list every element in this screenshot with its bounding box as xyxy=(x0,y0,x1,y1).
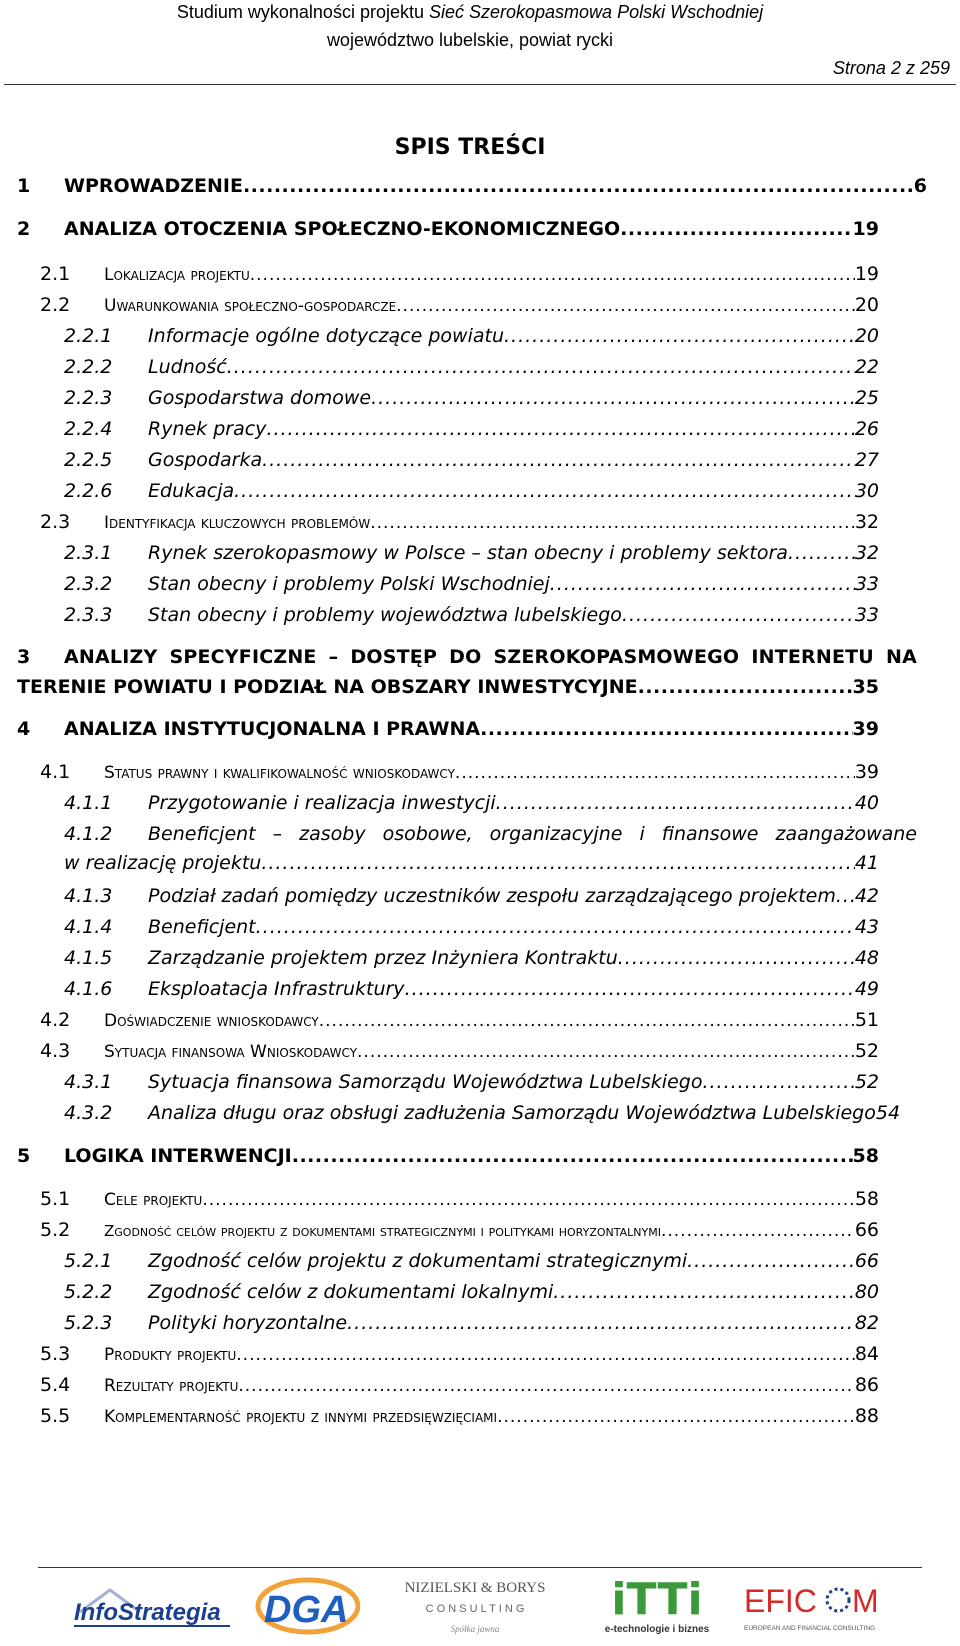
toc-entry-title: ANALIZA OTOCZENIA SPOŁECZNO-EKONOMICZNEGO xyxy=(64,218,621,240)
eficom-stars-icon xyxy=(827,1589,849,1611)
itti-logo-tagline: e-technologie i biznes xyxy=(604,1624,710,1635)
toc-page-number: 80 xyxy=(854,1281,879,1303)
toc-entry[interactable] xyxy=(17,792,927,814)
toc-entry-title: Polityki horyzontalne xyxy=(148,1312,348,1334)
toc-entry-title: Zgodność celów projektu z dokumentami strategicznymi i politykami horyzontalnymi xyxy=(104,1222,661,1240)
footer-divider xyxy=(38,1567,922,1568)
dot-leader xyxy=(357,1042,855,1062)
toc-entry-title: Lokalizacja projektu xyxy=(104,265,250,285)
toc-entry-title: Beneficjent xyxy=(148,916,256,938)
toc-number: 4.1.2 xyxy=(64,823,113,845)
toc-number: 2.2.3 xyxy=(64,387,113,409)
toc-page-number: 32 xyxy=(854,542,879,564)
toc-entry[interactable] xyxy=(17,480,927,502)
toc-number: 4.1.6 xyxy=(64,978,113,1000)
toc-entry[interactable] xyxy=(17,1281,927,1303)
toc-number: 5.1 xyxy=(40,1188,71,1210)
toc-entry-title: WPROWADZENIE xyxy=(64,175,243,197)
dga-logo xyxy=(250,1572,360,1640)
dot-leader xyxy=(227,356,855,378)
toc-entry[interactable] xyxy=(17,604,927,626)
dot-leader xyxy=(622,604,855,626)
toc-page-number: 39 xyxy=(852,718,879,740)
toc-entry-title: Komplementarność projektu z innymi przedsięwzięciami xyxy=(104,1407,498,1427)
header-study-title xyxy=(0,2,940,23)
toc-number: 4.3.2 xyxy=(64,1102,113,1124)
toc-page-number: 35 xyxy=(852,676,879,698)
toc-number: 5.2.3 xyxy=(64,1312,113,1334)
toc-number: 5.2 xyxy=(40,1219,71,1241)
toc-entry[interactable] xyxy=(17,761,927,783)
toc-page-number: 19 xyxy=(854,263,879,285)
nizielski-borys-logo xyxy=(395,1572,555,1640)
toc-number: 2.3.3 xyxy=(64,604,113,626)
toc-entry-title: Status prawny i kwalifikowalność wnioskodawcy xyxy=(104,763,455,783)
toc-entry-title: Zgodność celów projektu z dokumentami strategicznymi xyxy=(148,1250,688,1272)
toc-entry[interactable] xyxy=(17,263,927,285)
nizielski-borys-name: NIZIELSKI & BORYS xyxy=(404,1580,546,1596)
toc-number: 1 xyxy=(17,175,31,197)
dot-leader xyxy=(553,1281,855,1303)
toc-entry[interactable] xyxy=(17,218,927,240)
dot-leader xyxy=(620,218,852,240)
toc-entry[interactable] xyxy=(17,356,927,378)
toc-entry-title: Zarządzanie projektem przez Inżyniera Kontraktu xyxy=(148,947,618,969)
toc-number: 2.2.2 xyxy=(64,356,113,378)
toc-page-number: 39 xyxy=(854,761,879,783)
toc-page-number: 82 xyxy=(854,1312,879,1334)
toc-entry-title: Stan obecny i problemy województwa lubelskiego xyxy=(148,604,622,626)
infostrategia-logo xyxy=(70,1572,240,1640)
dot-leader xyxy=(638,676,853,698)
dot-leader xyxy=(618,947,855,969)
dot-leader xyxy=(234,480,855,502)
toc-page-number: 88 xyxy=(854,1405,879,1427)
toc-entry-title: Doświadczenie wnioskodawcy xyxy=(104,1011,319,1031)
dot-leader xyxy=(496,792,855,814)
toc-page-number: 51 xyxy=(854,1009,879,1031)
toc-entry-line xyxy=(17,676,879,698)
toc-entry[interactable] xyxy=(17,418,927,440)
toc-entry-title: ANALIZA INSTYTUCJONALNA I PRAWNA xyxy=(64,718,481,740)
toc-entry-title: Przygotowanie i realizacja inwestycji xyxy=(148,792,496,814)
toc-entry-title: Podział zadań pomiędzy uczestników zespołu zarządzającego projektem xyxy=(148,885,836,907)
header-project-name: Sieć Szerokopasmowa Polski Wschodniej xyxy=(428,2,764,22)
dot-leader xyxy=(319,1011,855,1031)
toc-entry-title: Rynek pracy xyxy=(148,418,267,440)
toc-page-number: 66 xyxy=(854,1250,879,1272)
toc-number: 5.5 xyxy=(40,1405,71,1427)
toc-page-number: 26 xyxy=(854,418,879,440)
nizielski-borys-spolka: Spółka jawna xyxy=(450,1624,500,1634)
dot-leader xyxy=(370,513,855,533)
toc-entry[interactable] xyxy=(17,1405,927,1427)
dot-leader xyxy=(504,325,855,347)
toc-entry-title: Informacje ogólne dotyczące powiatu xyxy=(148,325,504,347)
toc-entry[interactable] xyxy=(17,1374,927,1396)
toc-page-number: 25 xyxy=(854,387,879,409)
toc-page-number: 84 xyxy=(854,1343,879,1365)
toc-entry-title: Rynek szerokopasmowy w Polsce – stan obecny i problemy sektora xyxy=(148,542,788,564)
toc-entry[interactable] xyxy=(17,573,927,595)
toc-entry[interactable] xyxy=(17,1219,927,1241)
toc-page-number: 86 xyxy=(854,1374,879,1396)
dot-leader xyxy=(347,1312,855,1334)
toc-entry[interactable] xyxy=(17,718,927,740)
toc-entry-title: Edukacja xyxy=(148,480,235,502)
dot-leader xyxy=(687,1250,855,1272)
dot-leader xyxy=(661,1221,855,1241)
toc-number: 2 xyxy=(17,218,31,240)
toc-entry[interactable] xyxy=(17,1343,927,1365)
infostrategia-logo-text: InfoStrategia xyxy=(74,1599,221,1626)
dot-leader xyxy=(497,1407,855,1427)
toc-entry-title: Ludność xyxy=(148,356,227,378)
toc-page-number: 43 xyxy=(854,916,879,938)
toc-entry-title: Zgodność celów z dokumentami lokalnymi xyxy=(148,1281,554,1303)
toc-number: 5 xyxy=(17,1145,31,1167)
toc-entry-title: Sytuacja finansowa Wnioskodawcy xyxy=(104,1042,358,1062)
toc-number: 5.3 xyxy=(40,1343,71,1365)
toc-entry[interactable] xyxy=(17,1250,927,1272)
toc-entry[interactable] xyxy=(17,978,927,1000)
toc-number: 4.1.5 xyxy=(64,947,113,969)
toc-number: 2.2 xyxy=(40,294,71,316)
toc-page-number: 30 xyxy=(854,480,879,502)
dot-leader xyxy=(550,573,855,595)
toc-entry-line xyxy=(17,823,917,845)
toc-page-number: 58 xyxy=(852,1145,879,1167)
dot-leader xyxy=(788,542,855,564)
toc-entry-title: Beneficjent – zasoby osobowe, organizacyjne i finansowe zaangażowane xyxy=(148,823,917,845)
toc-entry-title: Gospodarka xyxy=(148,449,263,471)
toc-page-number: 33 xyxy=(854,604,879,626)
toc-number: 4.2 xyxy=(40,1009,71,1031)
toc-page-number: 33 xyxy=(854,573,879,595)
itti-logo-text: iTTi xyxy=(611,1574,703,1625)
toc-number: 4.1 xyxy=(40,761,71,783)
toc-entry[interactable] xyxy=(17,916,927,938)
toc-entry[interactable] xyxy=(17,1188,927,1210)
dot-leader xyxy=(243,175,914,197)
dot-leader xyxy=(236,1345,855,1365)
toc-entry-line xyxy=(17,646,917,668)
toc-entry-title-continued: TERENIE POWIATU I PODZIAŁ NA OBSZARY INWESTYCYJNE xyxy=(17,676,638,698)
toc-entry[interactable] xyxy=(17,1312,927,1334)
page-header xyxy=(0,0,960,86)
toc-page-number: 40 xyxy=(854,792,879,814)
toc-entry-title: Produkty projektu xyxy=(104,1345,237,1365)
toc-page-number: 27 xyxy=(854,449,879,471)
toc-page-number: 32 xyxy=(854,511,879,533)
toc-entry[interactable] xyxy=(17,823,927,874)
header-title-prefix: Studium wykonalności projektu xyxy=(176,2,429,22)
toc-page-number: 52 xyxy=(854,1071,879,1093)
toc-entry-title: Cele projektu xyxy=(104,1190,203,1210)
toc-title: SPIS TREŚCI xyxy=(394,135,546,160)
toc-page-number: 49 xyxy=(854,978,879,1000)
dot-leader xyxy=(266,418,854,440)
toc-number: 2.3.2 xyxy=(64,573,113,595)
toc-page-number: 52 xyxy=(854,1040,879,1062)
toc-number: 4.1.1 xyxy=(64,792,113,814)
toc-number: 4.1.3 xyxy=(64,885,113,907)
dot-leader xyxy=(702,1071,854,1093)
dot-leader xyxy=(371,387,855,409)
toc-page-number: 48 xyxy=(854,947,879,969)
header-divider xyxy=(4,84,956,85)
toc-entry[interactable] xyxy=(17,387,927,409)
toc-entry[interactable] xyxy=(17,1145,927,1167)
dot-leader xyxy=(292,1145,853,1167)
toc-entry[interactable] xyxy=(17,947,927,969)
toc-number: 3 xyxy=(17,646,31,668)
toc-page-number: 6 xyxy=(913,175,927,197)
toc-entry[interactable] xyxy=(17,1009,927,1031)
toc-entry[interactable] xyxy=(17,294,927,316)
dot-leader xyxy=(256,916,855,938)
toc-page-number: 19 xyxy=(852,218,879,240)
dot-leader xyxy=(262,449,855,471)
toc-number: 5.2.1 xyxy=(64,1250,113,1272)
itti-logo xyxy=(595,1572,720,1640)
toc-number: 4.3 xyxy=(40,1040,71,1062)
toc-number: 2.1 xyxy=(40,263,71,285)
dga-logo-text: DGA xyxy=(264,1589,349,1631)
eficom-logo xyxy=(740,1572,890,1640)
dot-leader xyxy=(480,718,852,740)
dot-leader xyxy=(202,1190,854,1210)
toc-entry-title: LOGIKA INTERWENCJI xyxy=(64,1145,292,1167)
toc-number: 5.4 xyxy=(40,1374,71,1396)
toc-entry[interactable] xyxy=(17,175,927,197)
page-indicator: Strona 2 z 259 xyxy=(832,58,950,78)
toc-number: 4.3.1 xyxy=(64,1071,113,1093)
toc-entry-title: Rezultaty projektu xyxy=(104,1376,239,1396)
eficom-logo-text: EFIC xyxy=(744,1583,817,1619)
toc-entry-title-continued: w realizację projektu xyxy=(64,852,262,874)
toc-number: 2.3.1 xyxy=(64,542,113,564)
toc-number: 2.2.5 xyxy=(64,449,113,471)
toc-entry[interactable] xyxy=(17,325,927,347)
toc-number: 2.2.1 xyxy=(64,325,113,347)
toc-entry[interactable] xyxy=(17,1102,927,1124)
nizielski-borys-consulting: C O N S U L T I N G xyxy=(425,1603,525,1615)
toc-page-number: 54 xyxy=(875,1102,901,1124)
toc-page-number: 66 xyxy=(854,1219,879,1241)
toc-entry[interactable] xyxy=(17,542,927,564)
toc-entry-title: Eksploatacja Infrastruktury xyxy=(148,978,405,1000)
toc-number: 4.1.4 xyxy=(64,916,113,938)
toc-entry[interactable] xyxy=(17,1071,927,1093)
dot-leader xyxy=(396,296,855,316)
toc-number: 2.2.6 xyxy=(64,480,113,502)
toc-entry[interactable] xyxy=(17,1040,927,1062)
header-region: województwo lubelskie, powiat rycki xyxy=(326,30,614,50)
dot-leader xyxy=(250,265,855,285)
toc-entry-title: Analiza długu oraz obsługi zadłużenia Samorządu Województwa Lubelskiego xyxy=(148,1102,876,1124)
dot-leader xyxy=(455,763,855,783)
toc-number: 2.2.4 xyxy=(64,418,113,440)
toc-page-number: 41 xyxy=(854,852,879,874)
dot-leader xyxy=(405,978,855,1000)
toc-entry-title: ANALIZY SPECYFICZNE – DOSTĘP DO SZEROKOPASMOWEGO INTERNETU NA xyxy=(64,646,917,668)
toc-number: 5.2.2 xyxy=(64,1281,113,1303)
dot-leader xyxy=(836,885,855,907)
toc-entry-title: Sytuacja finansowa Samorządu Województwa Lubelskiego xyxy=(148,1071,703,1093)
toc-entry[interactable] xyxy=(17,646,927,698)
toc-page-number: 20 xyxy=(854,294,879,316)
toc-entry[interactable] xyxy=(17,885,927,907)
toc-entry[interactable] xyxy=(17,511,927,533)
toc-entry-title: Stan obecny i problemy Polski Wschodniej xyxy=(148,573,550,595)
dot-leader xyxy=(261,852,855,874)
toc-number: 4 xyxy=(17,718,31,740)
toc-page-number: 20 xyxy=(854,325,879,347)
toc-page-number: 22 xyxy=(854,356,879,378)
eficom-logo-text-end: M xyxy=(852,1583,879,1619)
toc-entry-title: Identyfikacja kluczowych problemów xyxy=(104,513,371,533)
toc-entry-title: Uwarunkowania społeczno-gospodarcze xyxy=(104,296,397,316)
toc-number: 2.3 xyxy=(40,511,71,533)
toc-entry-title: Gospodarstwa domowe xyxy=(148,387,372,409)
eficom-logo-tagline: EUROPEAN AND FINANCIAL CONSULTING xyxy=(744,1625,876,1632)
footer-logos xyxy=(40,1572,920,1642)
toc-entry-line xyxy=(17,852,879,874)
toc-page-number: 58 xyxy=(854,1188,879,1210)
toc-entry[interactable] xyxy=(17,449,927,471)
toc-page-number: 42 xyxy=(854,885,879,907)
dot-leader xyxy=(238,1376,854,1396)
